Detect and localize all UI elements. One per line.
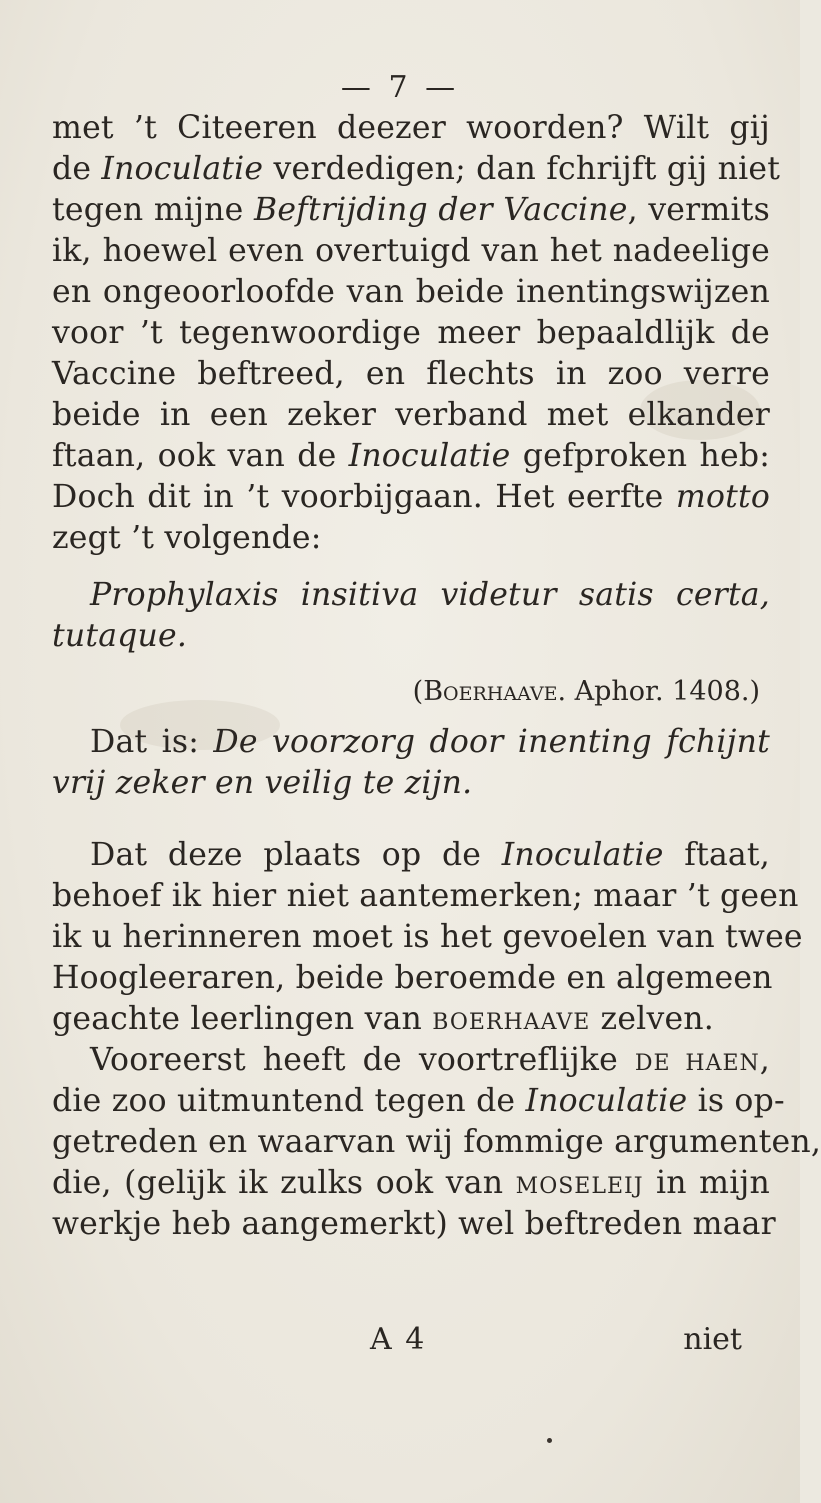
text-run: tegen mijne (52, 192, 254, 228)
text-run: zegt ’t volgende: (52, 520, 322, 556)
small-caps-name: DE HAEN (634, 1051, 760, 1076)
text-line (52, 190, 770, 231)
text-run: ik, hoewel even overtuigd van het nadeelige (52, 233, 770, 269)
citation-open: ( (412, 676, 424, 707)
text-line (52, 518, 770, 559)
text-run: geachte leerlingen van (52, 1001, 433, 1037)
text-run: getreden en waarvan wij fommige argumenten, (52, 1124, 821, 1160)
italic-phrase: vrij zeker en veilig te zijn. (52, 765, 473, 801)
text-run: , vermits (627, 192, 770, 228)
italic-phrase: Prophylaxis insitiva videtur satis certa, (90, 577, 770, 613)
text-line (52, 313, 770, 354)
text-run: die zoo uitmuntend tegen de (52, 1083, 526, 1119)
text-run: ftaat, (663, 837, 770, 873)
italic-phrase: Inoculatie (101, 151, 264, 187)
text-run: ftaan, ook van de (52, 438, 349, 474)
text-line (52, 575, 770, 616)
text-run: Doch dit in ’t voorbijgaan. Het eerfte (52, 479, 676, 515)
text-run: de (52, 151, 102, 187)
text-line (52, 436, 770, 477)
text-line (52, 958, 773, 999)
paragraph-1 (52, 108, 781, 559)
text-run: ik u herinneren moet is het gevoelen van twee (52, 919, 803, 955)
text-line (52, 272, 770, 313)
text-line (52, 354, 770, 395)
catchword: niet (683, 1322, 742, 1357)
text-line (52, 1204, 776, 1245)
text-run: is op- (687, 1083, 785, 1119)
italic-phrase: De voorzorg door inenting fchijnt (213, 724, 770, 760)
text-run: gefproken heb: (510, 438, 771, 474)
text-run: Hoogleeraren, beide beroemde en algemeen (52, 960, 773, 996)
citation-author: Boerhaave. (423, 676, 567, 707)
text-line (52, 917, 803, 958)
italic-phrase: motto (675, 479, 770, 515)
text-line (52, 1081, 785, 1122)
text-run: Dat deze plaats op de (90, 837, 502, 873)
text-line (52, 1040, 770, 1081)
text-run: zelven. (590, 1001, 714, 1037)
text-line (52, 722, 770, 763)
page-number-header: — 7 — (340, 70, 460, 105)
citation-reference: Aphor. 1408.) (566, 676, 760, 707)
italic-phrase: Inoculatie (501, 837, 664, 873)
text-line (52, 108, 770, 149)
paragraph-2 (52, 722, 770, 804)
paragraph-4 (52, 1040, 821, 1245)
small-caps-name: MOSELEIJ (515, 1174, 644, 1199)
italic-phrase: Inoculatie (525, 1083, 688, 1119)
text-run: , (759, 1042, 770, 1078)
text-line (52, 231, 770, 272)
text-line (52, 1163, 770, 1204)
text-run: Vooreerst heeft de voortreflijke (90, 1042, 635, 1078)
text-run: beide in een zeker verband met elkander (52, 397, 770, 433)
text-run: verdedigen; dan fchrijft gij niet (263, 151, 781, 187)
text-line (52, 1122, 821, 1163)
italic-phrase: Beftrijding der Vaccine (253, 192, 628, 228)
text-run: werkje heb aangemerkt) wel beftreden maar (52, 1206, 776, 1242)
text-line (52, 763, 770, 804)
text-run: voor ’t tegenwoordige meer bepaaldlijk de (52, 315, 770, 351)
text-run: behoef ik hier niet aantemerken; maar ’t geen (52, 878, 799, 914)
text-line (52, 395, 770, 436)
text-run: in mijn (643, 1165, 770, 1201)
small-caps-name: BOERHAAVE (432, 1010, 591, 1035)
text-line (52, 477, 770, 518)
text-run: Dat is: (90, 724, 214, 760)
text-run: die, (gelijk ik zulks ook van (52, 1165, 516, 1201)
text-run: en ongeoorloofde van beide inentingswijzen (52, 274, 770, 310)
text-line (52, 999, 770, 1040)
text-line (52, 149, 781, 190)
text-line (52, 876, 799, 917)
italic-phrase: Inoculatie (348, 438, 511, 474)
ink-dot (547, 1438, 552, 1443)
italic-phrase: tutaque. (52, 618, 188, 654)
citation (413, 676, 760, 707)
text-line (52, 616, 770, 657)
text-line (52, 835, 770, 876)
text-run: Vaccine beftreed, en flechts in zoo verre (52, 356, 770, 392)
motto-quote (52, 575, 770, 657)
signature-mark: A 4 (370, 1322, 427, 1357)
text-run: met ’t Citeeren deezer woorden? Wilt gij (52, 110, 770, 146)
paragraph-3 (52, 835, 803, 1040)
